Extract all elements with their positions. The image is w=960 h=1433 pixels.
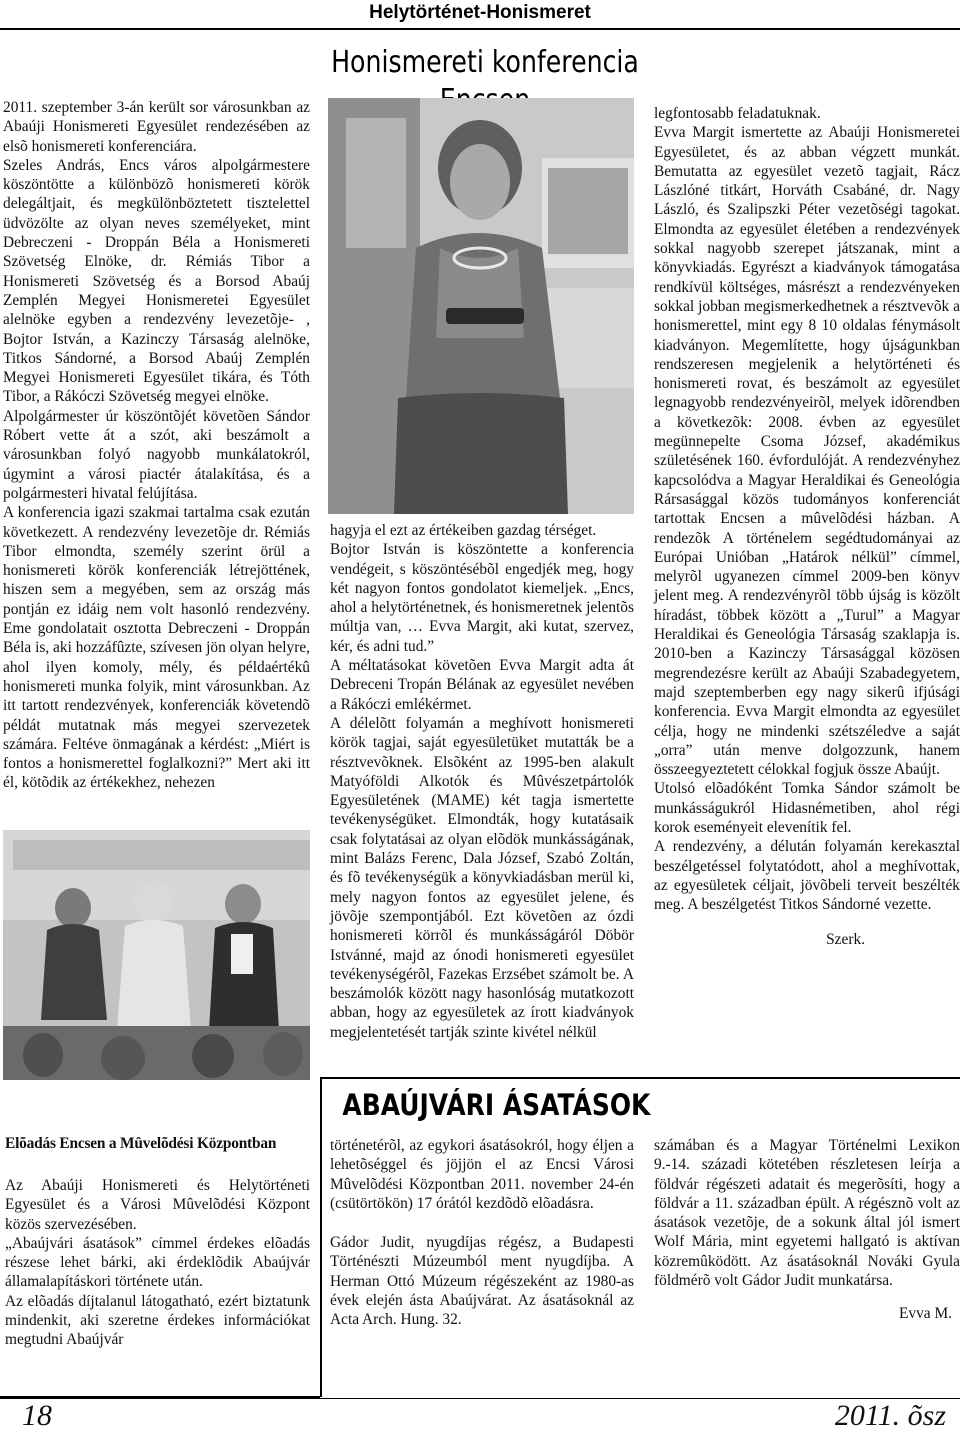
footer-rule <box>0 1398 960 1399</box>
header-rule <box>0 28 960 30</box>
paragraph: Bojtor István is köszöntette a konferencia vendégeit, s köszöntésébõl engedjék meg, hogy két nagyon fontos gondolatot kiemeljek. „Encs, ahol a helytörténetnek, és honismeretnek jelentõs múltja van, … Evva Margit, aki kutat, szervez, kér, és adni tud.” <box>330 541 634 655</box>
article-signature: Szerk. <box>826 931 865 949</box>
audience-photo-illustration <box>3 830 310 1080</box>
paragraph: Evva Margit ismertette az Abaúji Honismeretei Egyesületet, és az abban végzett munkát. Bemutatta az egyesület vezetõ tagjait, Rácz Lászlóné titkárt, Horváth Csabáné, dr. Nagy László, és Szalipszki Péter vezetõségi tagokat. Elmondta az egyesület életében a rendezvények sokkal nagyobb szerepet játszanak, mint a könyvkiadás. Egyrészt a kiadványok támogatása rendkívül költséges, másrészt a rendezvényeken sokkal jobban megismerkedhetnek a résztvevõk a honismerettel, mint egy 8 10 oldalas fénymásolt kiadványon. Megemlítette, hogy újságunkban rendszeresen megjelenik a helytörténeti és honismereti rovat, és beszámolt az egyesület legnagyobb rendezvényeirõl, melyek idõrendben a következõk: 2008. évben az egyesület megünnepelte Csoma József, akadémikus születésének 160. évfordulóját. A rendezvényhez kapcsolódva a Magyar Heraldikai és Geneológia Rársasággal közös tudományos konferenciát tartottak Encsen a mûvelõdési házban. A rendezõk A történelem segédtudományai az Európai Unióban „Határok nélkül” címmel, melyrõl ugyanezen címmel 2009-ben könyv jelent meg. A rendezvényrõl több újság is közölt híradást, többek között a „Turul” a Magyar Heraldikai és Geneológia Társaság szaklapja is. 2010-ben a Kazinczy Társasággal közösen megrendezésre került az Abaúji Szabadegyetem, majd szeptemberben egy nagy sikerû ifjúsági konferencia. Evva Margit elmondta az egyesület célja, hogy ne mindenki szétszéledve a saját „orra” után menve dolgozzunk, hanem összeegyeztetett célokkal fogjuk össze Abaújt. <box>654 124 960 779</box>
paragraph-gap <box>330 1213 634 1233</box>
paragraph: Az elõadás díjtalanul látogatható, ezért biztatunk mindenkit, aki szeretne érdekes információkat megtudni Abaújvár <box>5 1292 310 1349</box>
speaker-photo-illustration <box>328 98 634 514</box>
article-column-2 <box>330 521 634 1042</box>
paragraph: Az Abaúji Honismereti és Helytörténeti Egyesület és a Városi Mûvelõdési Központ közös szervezésében. <box>5 1177 310 1233</box>
article-column-3 <box>654 104 960 950</box>
paragraph: „Abaújvári ásatások” címmel érdekes elõadás részese lehet bárki, aki érdeklõdik Abaújvár államalapításkori története után. <box>5 1234 310 1291</box>
paragraph: 2011. szeptember 3-án került sor városunkban az Abaúji Honismereti Egyesület rendezésében az elsõ honismereti konferenciára. <box>3 99 310 155</box>
paragraph: Gádor Judit, nyugdíjas régész, a Budapesti Történészti Múzeumból ment nyugdíjba. A Herman Ottó Múzeum régészeként az 1980-as évek elején ásta Abaújvárat. Az ásatásoknál az Acta Arch. Hung. 32. <box>330 1234 634 1329</box>
paragraph: A méltatásokat követõen Evva Margit adta át Debreceni Tropán Bélának az egyesület nevében a Rákóczi emlékérmet. <box>330 657 634 713</box>
article-title: Honismereti konferencia <box>331 45 639 80</box>
paragraph: A konferencia igazi szakmai tartalma csak ezután következett. A rendezvény levezetõje dr. Rémiás Tibor elmondta, személy szerint örül a honismereti körök konferenciák létrejöttének, hiszen sem a megyében, sem az ország más pontján ez idáig nem volt hasonló rendezvény. Eme gondolatait osztotta Debreczeni - Droppán Béla is, aki hozzáfûzte, szívesen jön olyan helyre, ahol ilyen komoly, mély, és példaértékû honismereti munka folyik, mint városunkban. Az itt tartott rendezvények, konferenciák követendõ példát mutatnak más megyei szervezetek számára. Feltéve önmagának a kérdést: „Miért is fontos a honismerettel foglalkozni?” Mert aki itt él, kötõdik az értékekhez, nehezen <box>3 504 310 792</box>
paragraph: hagyja el ezt az értékeiben gazdag térséget. <box>330 522 597 539</box>
box-border-right <box>320 1077 322 1397</box>
article-column-1 <box>3 98 310 793</box>
paragraph: A délelõtt folyamán a meghívott honismereti körök tagjai, saját egyesületüket mutatták be a résztvevõknek. Elsõként az 1995-ben alakult Matyóföldi Alkotók és Mûvészetpártolók Egyesületének (MAME) két tagja ismertette tevékenységüket. Elmondták, hogy kutatásaik csak folytatásai az olyan elõdök munkásságának, mint Balázs Ferenc, Dala József, Szabó Zoltán, és fõ tevékenységük a könyvkiadásban merül ki, mely nagyon fontos az egyesület jelene, és jövõje szempontjából. Ezt követõen az ózdi honismereti körrõl és munkásságáról Döbör Istvánné, majd az ónodi honismereti egyesület tevékenységérõl, Fazekas Erzsébet számolt be. A beszámolók között nagy hasonlóság mutatkozott abban, hogy az egyesületek az írott kiadványok megjelentetését tartják szinte kivétel nélkül <box>330 714 634 1041</box>
audience-photo <box>3 830 310 1080</box>
paragraph: történetérõl, az egykori ásatásokról, hogy éljen a lehetõséggel és jöjjön el az Encsi Városi Mûvelõdési Központban 2011. november 24-én (csütörtökön) 17 órától kezdõdõ elõadásra. <box>330 1137 634 1212</box>
event-column-1 <box>5 1176 310 1350</box>
issue-label: 2011. õsz <box>834 1399 946 1432</box>
paragraph: legfontosabb feladatuknak. <box>654 105 821 122</box>
box-heading: Elõadás Encsen a Mûvelõdési Központban <box>5 1135 277 1152</box>
event-signature: Evva M. <box>898 1305 952 1323</box>
speaker-photo <box>328 98 634 514</box>
page-number: 18 <box>22 1399 52 1432</box>
paragraph: Alpolgármester úr köszöntõjét követõen Sándor Róbert vette át a szót, aki beszámolt a városunkban folyó nagyobb munkálatokról, úgymint a városi piactér átalakítása, és a polgármesteri hivatal felújítása. <box>3 407 310 502</box>
section-divider <box>320 1077 960 1079</box>
paragraph: számában és a Magyar Történelmi Lexikon 9.-14. századi kötetében részletesen leírja a földvár régészeti adatait és megerõsíti, hogy a földvár a 11. században épült. A régésznõ volt az ásatások vezetõje, de a sokunk által jól ismert Wolf Mária, mint egyetemi hallgató is aktívan közremûködött. Az ásatásoknál Nováki Gyula földmérõ volt Gádor Judit munkatársa. <box>654 1137 960 1290</box>
event-column-2 <box>330 1136 634 1330</box>
paragraph: Szeles András, Encs város alpolgármestere köszöntötte a különbözõ honismereti körök delegáltjait, és megkülönböztetett tisztelettel üdvözölte az olyan neves személyeket, mint Debreczeni - Droppán Béla a Honismereti Szövetség Elnöke, dr. Rémiás Tibor a Honismereti Szövetség és a Borsod Abaúj Zemplén Megyei Honismeretei Egyesület alelnöke egyben a rendezvény levezetõje- , Bojtor István, a Kazinczy Társaság alelnöke, Titkos Sándorné, a Borsod Abaúj Zemplén Megyei Honismereti Egyesület tikára, és Tóth Tibor, a Rákóczi Szövetség megyei elnöke. <box>3 156 310 406</box>
event-column-3 <box>654 1136 960 1324</box>
paragraph: A rendezvény, a délután folyamán kerekasztal beszélgetéssel folytatódott, ahol a meghívottak, az egyesületek céljait, jövõbeli terveit beszélték meg. A beszélgetést Titkos Sándorné vezette. <box>654 838 960 914</box>
section-title: ABAÚJVÁRI ÁSATÁSOK <box>342 1088 651 1122</box>
paragraph: Utolsó elõadóként Tomka Sándor számolt be munkásságukról Hidasnémetiben, ahol régi korok eseményeit elevenítik fel. <box>654 780 960 836</box>
section-label: Helytörténet-Honismeret <box>369 2 591 23</box>
